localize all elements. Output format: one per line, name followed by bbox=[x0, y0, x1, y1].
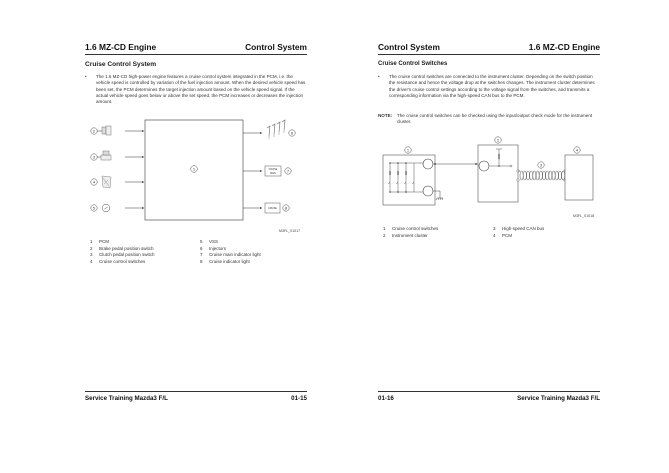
svg-text:6: 6 bbox=[290, 130, 294, 136]
cruise-light-icon bbox=[265, 203, 289, 213]
pcm-unit bbox=[565, 147, 593, 200]
footer-left: Service Training Mazda3 F/L bbox=[85, 395, 168, 402]
note-label: NOTE: bbox=[378, 113, 393, 118]
legend-item: 5 VSS bbox=[200, 239, 219, 244]
page-number: 01-16 bbox=[378, 395, 394, 402]
svg-text:7: 7 bbox=[286, 168, 290, 174]
pcm-callout bbox=[191, 166, 198, 173]
legend-col-1 bbox=[383, 226, 438, 239]
can-bus bbox=[517, 162, 566, 181]
figure-id: M3FL_01017 bbox=[279, 229, 301, 233]
cruise-switches-unit bbox=[383, 147, 443, 205]
svg-text:2: 2 bbox=[496, 137, 500, 143]
legend-item: 3 Clutch pedal position switch bbox=[90, 252, 155, 257]
header-left: Control System bbox=[378, 42, 440, 52]
svg-text:8: 8 bbox=[284, 205, 288, 211]
svg-text:CRUISE: CRUISE bbox=[268, 208, 277, 210]
paragraph-text: The 1.6 MZ-CD high-power engine features a cruise control system integrated in the PCM, i.e. the vehicle speed is controlled by variation of the fuel injection amount. When the desired vehicle speed has been set, the PCM determines the target injection amount based on the vehicle speed signal. If the actual vehicle speed goes below or above the set speed, the PCM increases or decreases the injection amount. bbox=[96, 74, 306, 105]
legend-item: 2 Instrument cluster bbox=[383, 232, 428, 238]
svg-text:3: 3 bbox=[92, 154, 96, 160]
legend-item: 8 Cruise indicator light bbox=[200, 258, 250, 264]
brake-pedal-switch-icon bbox=[91, 126, 111, 135]
legend-col-1 bbox=[90, 239, 155, 265]
page-number: 01-15 bbox=[291, 395, 307, 402]
vss-icon bbox=[91, 204, 110, 212]
note-text: The cruise control switches can be checked using the input/output check mode for the instrument cluster. bbox=[397, 113, 593, 125]
connector-icon bbox=[423, 159, 433, 169]
left-page bbox=[85, 0, 307, 473]
header-right: 1.6 MZ-CD Engine bbox=[528, 42, 600, 52]
svg-text:2: 2 bbox=[92, 128, 96, 134]
header-right: Control System bbox=[245, 42, 307, 52]
svg-text:MAIN: MAIN bbox=[270, 173, 276, 175]
legend-item: 4 Cruise control switches bbox=[90, 258, 146, 264]
svg-text:5: 5 bbox=[92, 205, 96, 211]
connector-icon bbox=[423, 186, 433, 196]
clutch-pedal-switch-icon bbox=[91, 151, 111, 160]
legend-item: 1 PCM bbox=[90, 239, 109, 244]
bullet: • bbox=[85, 74, 87, 79]
figure-id: M3FL_01018 bbox=[573, 214, 595, 218]
legend-item: 7 Cruise main indicator light bbox=[200, 252, 261, 257]
right-page bbox=[378, 0, 600, 473]
connector-icon bbox=[479, 161, 489, 171]
svg-text:1: 1 bbox=[406, 147, 410, 153]
cruise-main-light-icon bbox=[265, 166, 291, 176]
injectors-icon bbox=[267, 120, 295, 139]
legend-item: 4 PCM bbox=[493, 232, 512, 238]
legend-item: 6 Injectors bbox=[200, 245, 227, 251]
page-footer bbox=[378, 391, 600, 402]
legend-col-2 bbox=[493, 226, 544, 239]
legend-item: 3 High-speed CAN bus bbox=[493, 226, 545, 231]
legend-item: 1 Cruise control switches bbox=[383, 226, 439, 231]
svg-text:3: 3 bbox=[539, 162, 543, 168]
cruise-control-switches-icon bbox=[91, 176, 111, 188]
page-footer bbox=[85, 391, 307, 402]
header-left: 1.6 MZ-CD Engine bbox=[85, 42, 157, 52]
pcm-block-diagram bbox=[85, 0, 307, 473]
footer-right: Service Training Mazda3 F/L bbox=[517, 395, 600, 402]
svg-text:4: 4 bbox=[92, 179, 96, 185]
svg-text:4: 4 bbox=[575, 147, 579, 153]
legend-item: 2 Brake pedal position switch bbox=[90, 245, 154, 251]
section-title: Cruise Control Switches bbox=[378, 61, 448, 67]
paragraph-text: The cruise control switches are connected to the instrument cluster. Depending on the switch position the resistance and hence the voltage drop at the switches changes. The instrument cluster determines the driver's cruise control settings according to the voltage signal from the switches, and transmits a corresponding information via the high-speed CAN bus to the PCM. bbox=[389, 74, 595, 98]
svg-text:CRUISE: CRUISE bbox=[268, 169, 278, 171]
section-title: Cruise Control System bbox=[85, 61, 157, 68]
legend-col-2 bbox=[200, 239, 261, 265]
svg-text:1: 1 bbox=[192, 166, 196, 172]
instrument-cluster-unit bbox=[478, 137, 518, 202]
bullet: • bbox=[378, 74, 380, 79]
